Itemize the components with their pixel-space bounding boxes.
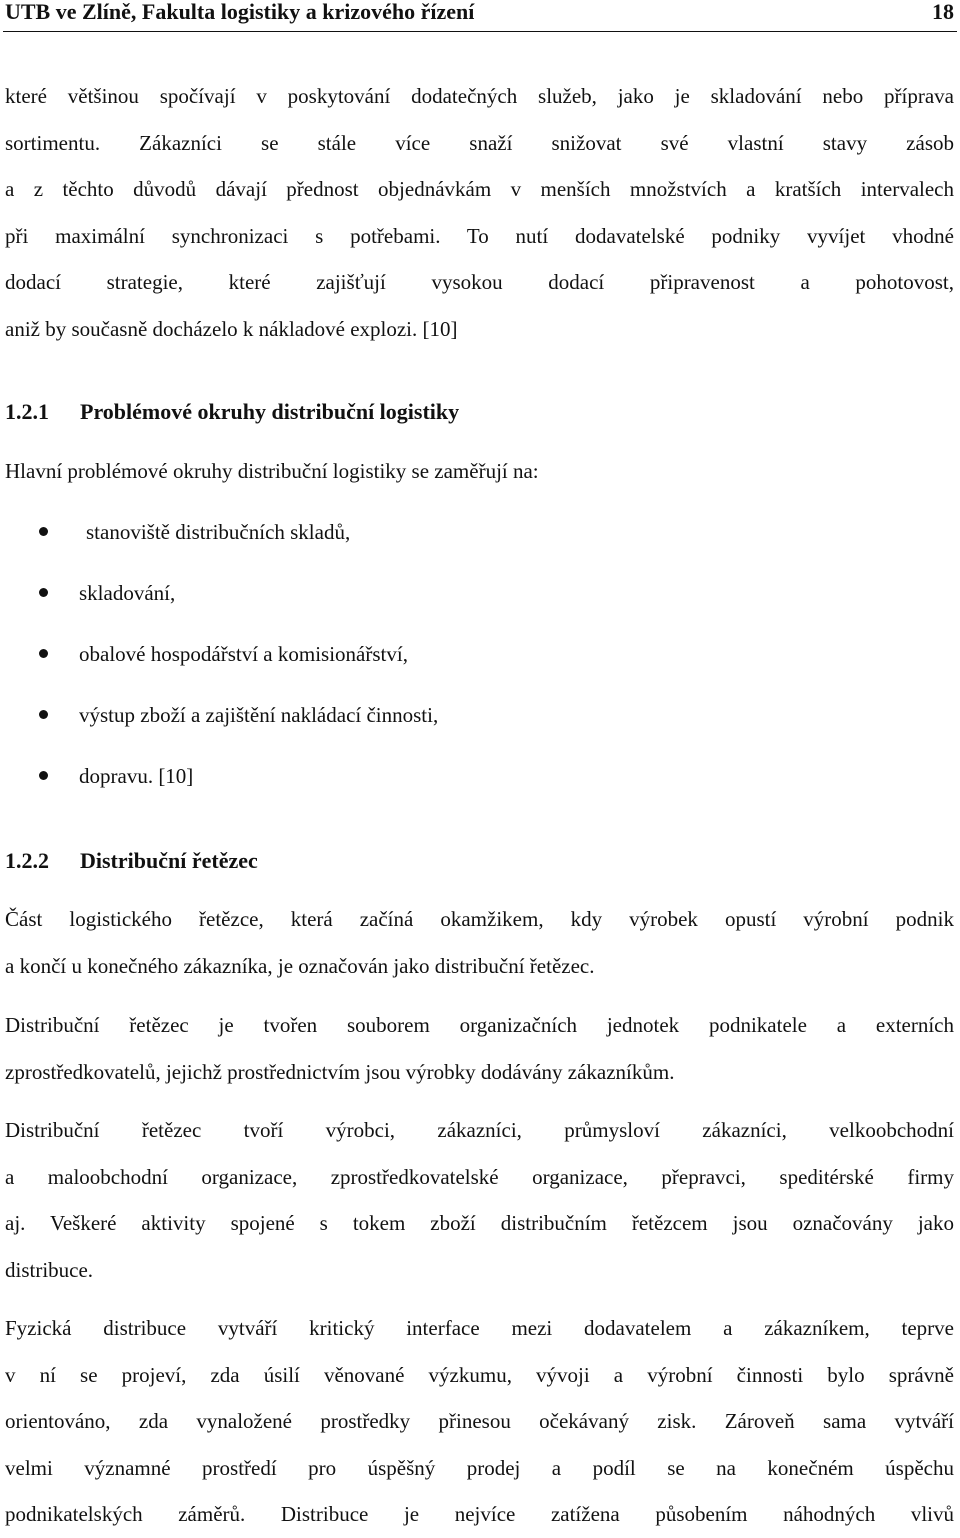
paragraph-line: Fyzická distribuce vytváří kritický interface mezi dodavatelem a zákazníkem, teprve xyxy=(5,1316,954,1340)
list-item-text: stanoviště distribučních skladů, xyxy=(86,520,351,544)
paragraph-line: zprostředkovatelů, jejichž prostřednictvím jsou výrobky dodávány zákazníkům. xyxy=(5,1059,675,1084)
section-lead xyxy=(5,448,954,495)
list-item-text: výstup zboží a zajištění nakládací činnosti, xyxy=(79,703,439,727)
list-item-text: obalové hospodářství a komisionářství, xyxy=(79,642,408,666)
paragraph-line: podnikatelských záměrů. Distribuce je nejvíce zatížena působením náhodných vlivů xyxy=(5,1502,954,1526)
bullet-icon xyxy=(39,710,48,719)
paragraph xyxy=(5,1107,954,1293)
section-heading xyxy=(5,848,258,874)
lead-text: Hlavní problémové okruhy distribuční logistiky se zaměřují na: xyxy=(5,459,539,483)
paragraph-line: a maloobchodní organizace, zprostředkovatelské organizace, přepravci, speditérské firmy xyxy=(5,1164,954,1189)
paragraph-line: orientováno, zda vynaložené prostředky přinesou očekávaný zisk. Zároveň sama vytváří xyxy=(5,1409,954,1433)
paragraph-line: Část logistického řetězce, která začíná okamžikem, kdy výrobek opustí výrobní podnik xyxy=(5,907,954,931)
bullet-icon xyxy=(39,527,48,536)
paragraph-line: aniž by současně docházelo k nákladové explozi. [10] xyxy=(5,316,458,341)
section-title: Distribuční řetězec xyxy=(80,848,258,873)
header-divider xyxy=(3,31,957,32)
paragraph-line: a končí u konečného zákazníka, je označován jako distribuční řetězec. xyxy=(5,953,595,978)
paragraph-line: dodací strategie, které zajišťují vysokou dodací připravenost a pohotovost, xyxy=(5,270,954,294)
paragraph-line: Distribuční řetězec tvoří výrobci, zákazníci, průmysloví zákazníci, velkoobchodní xyxy=(5,1118,954,1142)
bullet-icon xyxy=(39,588,48,597)
paragraph-line: sortimentu. Zákazníci se stále více snaží snižovat své vlastní stavy zásob xyxy=(5,130,954,155)
section-heading xyxy=(5,399,459,425)
section-number: 1.2.1 xyxy=(5,399,49,424)
bullet-icon xyxy=(39,649,48,658)
paragraph-line: distribuce. xyxy=(5,1257,94,1282)
paragraph-line: aj. Veškeré aktivity spojené s tokem zboží distribučním řetězcem jsou označovány jako xyxy=(5,1211,954,1235)
paragraph-line: při maximální synchronizaci s potřebami. To nutí dodavatelské podniky vyvíjet vhodné xyxy=(5,223,954,248)
paragraph xyxy=(5,1002,954,1095)
list-item-text: skladování, xyxy=(79,581,176,605)
page-number: 18 xyxy=(932,0,954,24)
list-item-text: dopravu. [10] xyxy=(79,764,194,788)
section-number: 1.2.2 xyxy=(5,848,49,873)
intro-paragraph xyxy=(5,73,954,352)
paragraph-line: a z těchto důvodů dávají přednost objednávkám v menších množstvích a kratších intervalech xyxy=(5,177,954,201)
paragraph-line: Distribuční řetězec je tvořen souborem organizačních jednotek podnikatele a externích xyxy=(5,1013,954,1037)
paragraph xyxy=(5,1305,954,1538)
paragraph-line: které většinou spočívají v poskytování dodatečných služeb, jako je skladování nebo příprava xyxy=(5,84,954,108)
paragraph-line: velmi významné prostředí pro úspěšný prodej a podíl se na konečném úspěchu xyxy=(5,1455,954,1480)
bullet-icon xyxy=(39,771,48,780)
header-title: UTB ve Zlíně, Fakulta logistiky a krizového řízení xyxy=(5,0,475,24)
paragraph xyxy=(5,896,954,989)
paragraph-line: v ní se projeví, zda úsilí věnované výzkumu, vývoji a výrobní činnosti bylo správně xyxy=(5,1362,954,1387)
page-header xyxy=(5,0,954,30)
section-title: Problémové okruhy distribuční logistiky xyxy=(80,399,460,424)
